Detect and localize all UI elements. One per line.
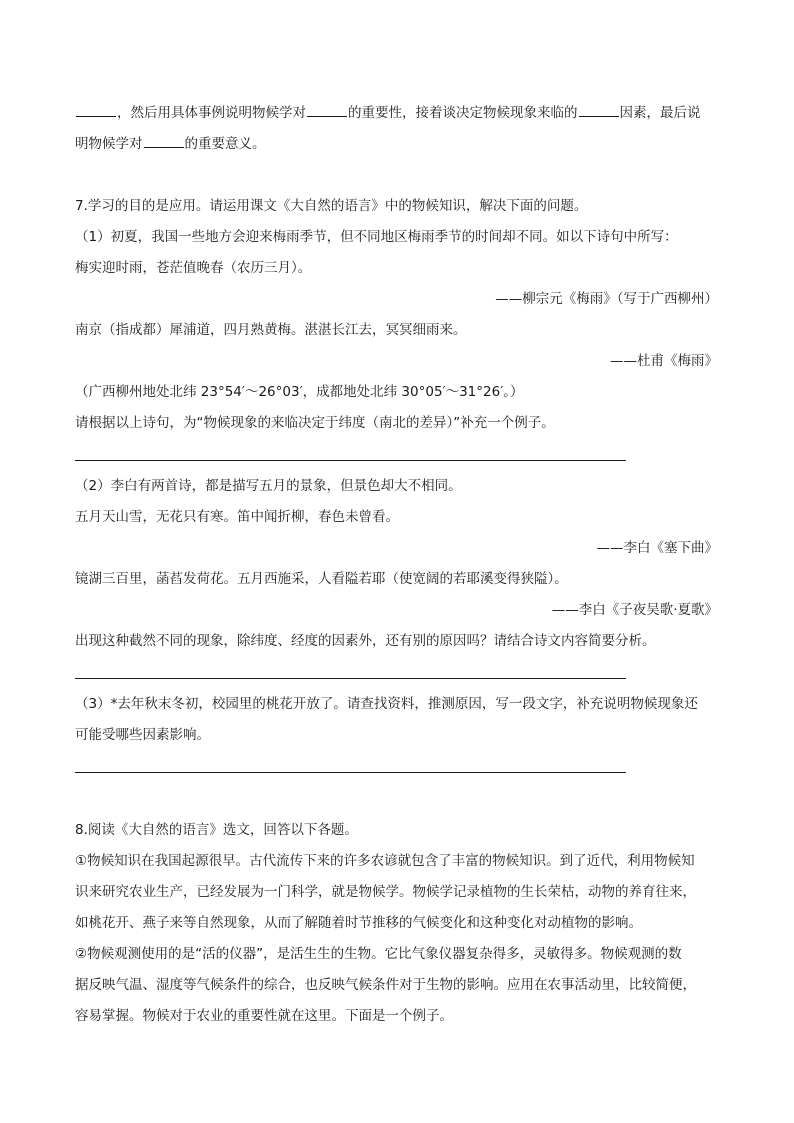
passage-line: 如桃花开、燕子来等自然现象，从而了解随着时节推移的气候变化和这种变化对动植物的影响。 <box>75 915 642 931</box>
intro-text: 因素，最后说 <box>619 105 701 121</box>
fill-blank[interactable] <box>307 102 347 117</box>
q7-part2-text: （2）李白有两首诗，都是描写五月的景象，但景色却大不相同。 <box>75 478 462 494</box>
intro-text: 明物候学对 <box>75 136 143 152</box>
intro-text: 的重要性，接着谈决定物候现象来临的 <box>348 105 578 121</box>
intro-line-1 <box>75 102 725 123</box>
passage-line: 据反映气温、湿度等气候条件的综合，也反映气候条件对于生物的影响。应用在农事活动里，比较简便， <box>75 977 696 993</box>
poem-line: 梅实迎时雨，苍茫值晚春（农历三月）。 <box>75 260 312 276</box>
intro-text: 的重要意义。 <box>184 136 266 152</box>
poem-source: ——李白《塞下曲》 <box>596 540 718 556</box>
q7-part3-line-1: （3）*去年秋末冬初，校园里的桃花开放了。请查找资料，推测原因，写一段文字，补充说明物候现象还 <box>75 696 698 712</box>
q7-part1-text: （1）初夏，我国一些地方会迎来梅雨季节，但不同地区梅雨季节的时间却不同。如以下诗句中所写： <box>75 229 678 245</box>
poem-line: 南京（指成都）犀浦道，四月熟黄梅。湛湛长江去，冥冥细雨来。 <box>75 322 467 338</box>
poem-line: 镜湖三百里，菡萏发荷花。五月西施采，人看隘若耶（使宽阔的若耶溪变得狭隘）。 <box>75 571 568 587</box>
q7-part1-ask: 请根据以上诗句，为“物候现象的来临决定于纬度（南北的差异）”补充一个例子。 <box>75 415 555 431</box>
answer-line[interactable] <box>75 772 626 773</box>
intro-line-2 <box>75 133 725 154</box>
q7-part3-line-2: 可能受哪些因素影响。 <box>75 727 210 743</box>
poem-line: 五月天山雪，无花只有寒。笛中闻折柳，春色未曾看。 <box>75 509 399 525</box>
q7-part2-ask: 出现这种截然不同的现象，除纬度、经度的因素外，还有别的原因吗？请结合诗文内容简要分析。 <box>75 633 656 649</box>
fill-blank[interactable] <box>579 102 619 117</box>
passage-line: 识来研究农业生产，已经发展为一门科学，就是物候学。物候学记录植物的生长荣枯，动物的养育往来， <box>75 884 696 900</box>
poem-source: ——李白《子夜吴歌·夏歌》 <box>551 602 718 618</box>
intro-text: ，然后用具体事例说明物候学对 <box>117 105 306 121</box>
passage-line: ①物候知识在我国起源很早。古代流传下来的许多农谚就包含了丰富的物候知识。到了近代，利用物候知 <box>75 853 695 869</box>
latitude-note: （广西柳州地处北纬 23°54′～26°03′，成都地处北纬 30°05′～31°26′。） <box>75 384 524 400</box>
passage-line: ②物候观测使用的是“活的仪器”，是活生生的生物。它比气象仪器复杂得多，灵敏得多。物候观测的数 <box>75 946 682 962</box>
question-7-title: 7.学习的目的是应用。请运用课文《大自然的语言》中的物候知识，解决下面的问题。 <box>75 198 588 214</box>
poem-source: ——杜甫《梅雨》 <box>610 353 718 369</box>
poem-source: ——柳宗元《梅雨》（写于广西柳州） <box>495 291 718 307</box>
fill-blank[interactable] <box>144 133 184 148</box>
answer-line[interactable] <box>75 678 626 679</box>
fill-blank[interactable] <box>76 102 116 117</box>
question-8-title: 8.阅读《大自然的语言》选文，回答以下各题。 <box>75 822 358 838</box>
passage-line: 容易掌握。物候对于农业的重要性就在这里。下面是一个例子。 <box>75 1008 453 1024</box>
answer-line[interactable] <box>75 460 626 461</box>
